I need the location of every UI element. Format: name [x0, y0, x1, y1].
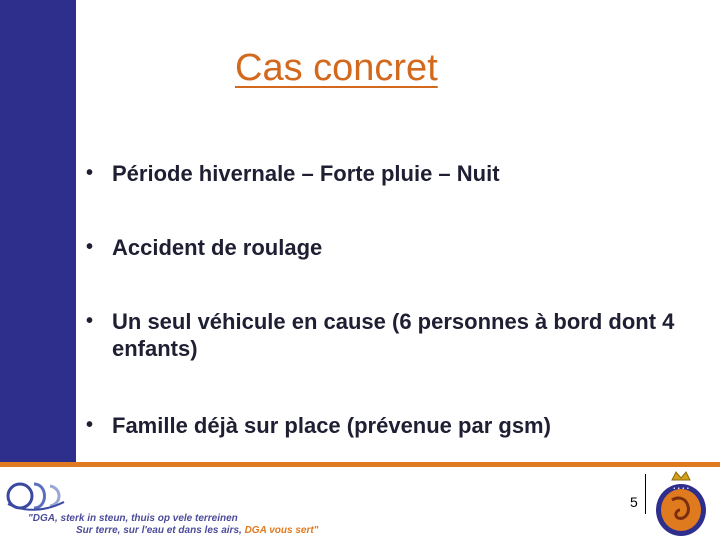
bullet-item-1: • Période hivernale – Forte pluie – Nuit — [86, 160, 500, 187]
slogan-line-1: "DGA, sterk in steun, thuis op vele terreinen — [28, 513, 238, 524]
bullet-item-2: • Accident de roulage — [86, 234, 322, 261]
crest-icon — [650, 470, 712, 538]
svg-text:• • • •: • • • • — [672, 486, 690, 492]
bullet-item-3: • Un seul véhicule en cause (6 personnes à bord dont 4 enfants) — [86, 308, 692, 362]
dga-logo-icon — [4, 476, 68, 516]
left-sidebar-band — [0, 0, 76, 462]
slogan-line-2-emphasis: DGA vous sert" — [244, 525, 319, 536]
slide-title: Cas concret — [235, 47, 438, 89]
page-number: 5 — [630, 494, 638, 510]
bullet-item-4: • Famille déjà sur place (prévenue par gsm) — [86, 412, 551, 439]
footer-slogan — [28, 513, 318, 537]
slogan-line-2 — [28, 525, 318, 537]
slogan-line-2-prefix: Sur terre, sur l'eau et dans les airs, — [76, 525, 245, 536]
page-number-divider — [645, 474, 646, 514]
